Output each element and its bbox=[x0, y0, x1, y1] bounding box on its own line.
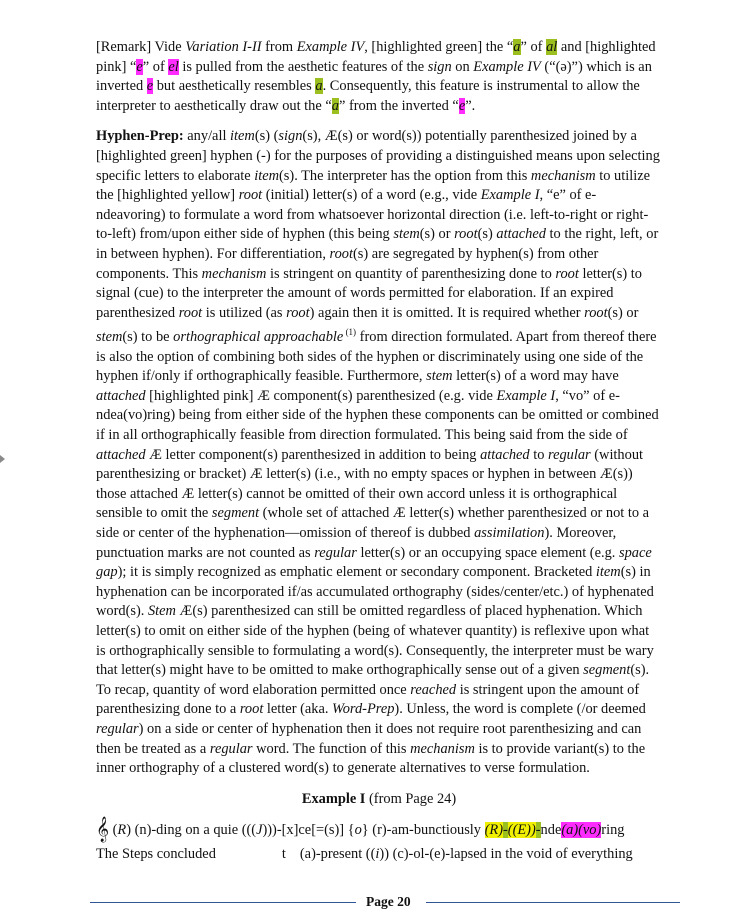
page-footer bbox=[90, 892, 680, 912]
highlight-pink: e bbox=[136, 58, 143, 75]
hyphen-prep-paragraph: Hyphen-Prep: any/all item(s) (sign(s), Æ(s) or word(s)) potentially parenthesized joined by a [highlighted green] hyphen (-) for the purposes of providing a distinguished means upon selecting specific letters to elaborate item(s). The interpreter has the option from this mechanism to utilize the [highlighted yellow] root (initial) letter(s) of a word (e.g., vide Example I, “e” of e-ndeavoring) to formulate a word from whatsoever horizontal direction (i.e. left-to-right or right-to-left) from/upon either side of hyphen (this being stem(s) or root(s) attached to the right, left, or in between hyphen). For differentiation, root(s) are segregated by hyphen(s) from other components. This mechanism is stringent on quantity of parenthesizing done to root letter(s) to signal (cue) to the interpreter the amount of words permitted for elaboration. If an expired parenthesized root is utilized (as root) again then it is omitted. It is required whether root(s) or stem(s) to be orthographical approachable $^{(1)}$ from direction formulated. Apart from thereof there is also the option of combining both sides of the hyphen or discriminately using one side of the hyphen if/only if orthographically feasible. Furthermore, stem letter(s) of a word may have attached [highlighted pink] Æ component(s) parenthesized (e.g. vide Example I, “vo” of e-ndea(vo)ring) being from either side of the hyphen these components can be omitted or combined if in all orthographically feasible from direction formulated. This being said from the side of attached Æ letter component(s) parenthesized in addition to being attached to regular (without parenthesizing or bracket) Æ letter(s) (i.e., with no empty spaces or hyphen in between Æ(s)) those attached Æ letter(s) cannot be omitted of their own accord unless it is orthographical sensible to omit the segment (whole set of attached Æ letter(s) whether parenthesized or not to a side or center of the hyphenation—omission of thereof is dubbed assimilation). Moreover, punctuation marks are not counted as regular letter(s) or an occupying space element (e.g. space gap); it is simply recognized as emphatic element or secondary component. Bracketed item(s) in hyphenation can be incorporated if/as accumulated orthography (sides/center/etc.) of hyphenated word(s). Stem Æ(s) parenthesized can still be omitted regardless of placed hyphenation. Which letter(s) to omit on either side of the hyphen (being of whatever quantity) is reflexive upon what is orthographically sensible to formulating a word(s). Consequently, the interpreter must be wary that letter(s) might have to be omitted to make orthographically sense out of a given segment(s). To recap, quantity of word elaboration permitted once reached is stringent upon the amount of parenthesizing done to a root letter (aka. Word-Prep). Unless, the word is complete (/or deemed regular) on a side or center of hyphenation then it does not require root parenthesizing and can then be treated as a regular word. The function of this mechanism is to provide variant(s) to the inner orthography of a clustered word(s) to generate alternatives to verse formulation. bbox=[96, 128, 660, 777]
footer-rule-left bbox=[90, 902, 356, 903]
highlight-pink: (a) bbox=[561, 822, 579, 839]
example-line-1: 𝄞 (R) (n)-ding on a quie (((J)))-[x]ce[=(s)] {o} (r)-am-bunctiously (R)-((E))-nde(a)(vo)ring bbox=[96, 816, 625, 842]
highlight-green: al bbox=[546, 39, 558, 55]
term-heading: Hyphen-Prep: bbox=[96, 128, 184, 145]
highlight-green: - bbox=[535, 822, 541, 839]
margin-marker-icon bbox=[0, 455, 5, 463]
highlight-green: - bbox=[502, 822, 508, 839]
highlight-pink: e bbox=[458, 97, 466, 114]
highlight-pink: (vo) bbox=[578, 822, 602, 839]
page-number: Page 20 bbox=[366, 894, 411, 909]
highlight-pink: el bbox=[168, 58, 179, 75]
highlight-green: a bbox=[315, 78, 323, 95]
highlight-yellow: ((E)) bbox=[507, 822, 536, 839]
highlight-yellow: (R) bbox=[484, 822, 503, 839]
example-line-2: The Steps concluded t (a)-present ((i)) (c)-ol-(e)-lapsed in the void of everything bbox=[96, 845, 633, 862]
highlight-pink: e bbox=[146, 78, 154, 95]
footnote-ref: (1) bbox=[343, 327, 357, 338]
treble-clef-icon: 𝄞 bbox=[96, 816, 110, 842]
footer-rule-right bbox=[426, 902, 680, 903]
example-heading: Example I (from Page 24) bbox=[301, 790, 457, 807]
document-page bbox=[96, 38, 662, 865]
remark-paragraph: [Remark] Vide Variation I-II from Example IV, [highlighted green] the “a” of al and [highlighted pink] “e” of el is pulled from the aesthetic features of the sign on Example IV (“(ə)”) which is an inverted e but aesthetically resembles a. Consequently, this feature is instrumental to allow the interpreter to aesthetically draw out the “a” from the inverted “e”. bbox=[96, 39, 656, 114]
highlight-green: a bbox=[513, 39, 521, 55]
highlight-green: a bbox=[331, 97, 339, 114]
